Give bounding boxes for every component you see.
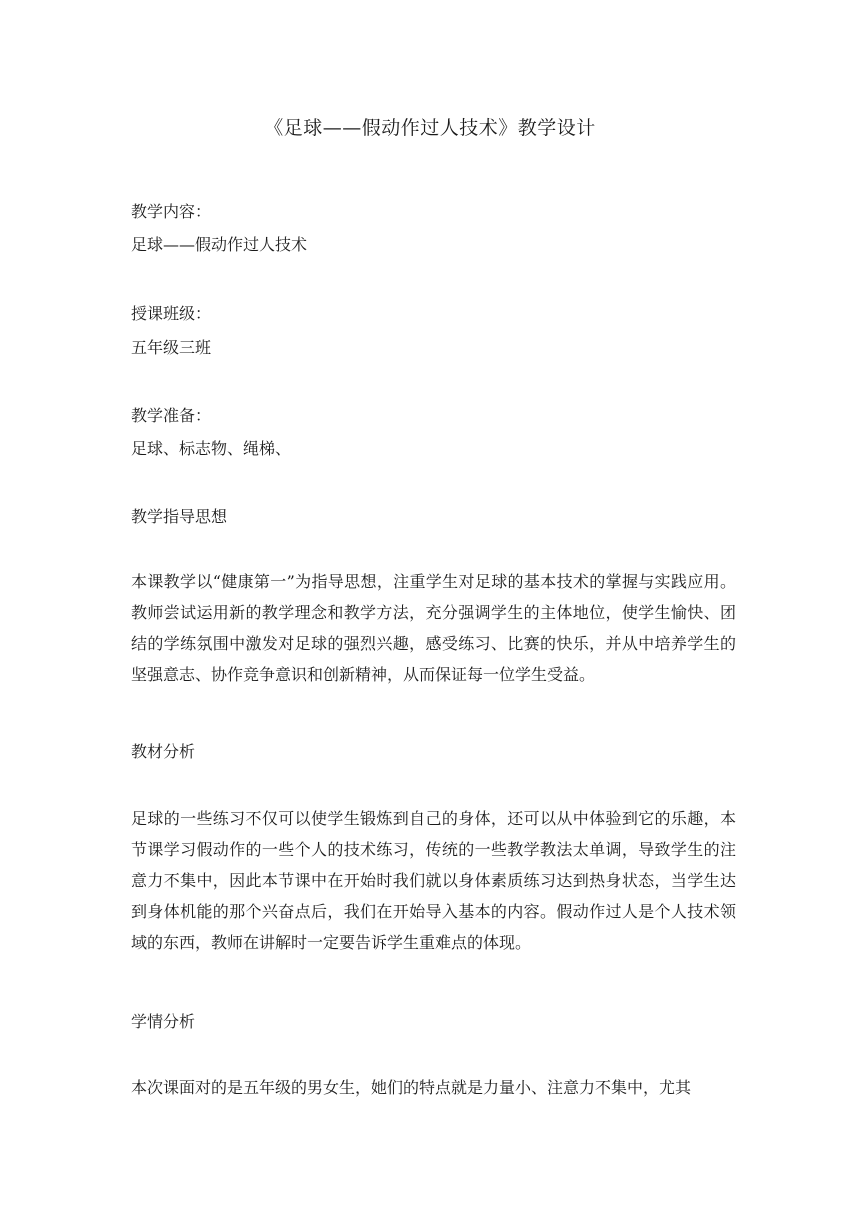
material-analysis-heading: 教材分析	[131, 742, 196, 761]
learner-analysis-heading: 学情分析	[131, 1012, 196, 1031]
guiding-thought-body: 本课教学以“健康第一”为指导思想，注重学生对足球的基本技术的掌握与实践应用。教师尝试运用新的教学理念和教学方法，充分强调学生的主体地位，使学生愉快、团结的学练氛围中激发对足球的强烈兴趣，感受练习、比赛的快乐，并从中培养学生的坚强意志、协作竞争意识和创新精神，从而保证每一位学生受益。	[131, 572, 736, 684]
teaching-content-label: 教学内容：	[131, 202, 212, 221]
preparation-value: 足球、标志物、绳梯、	[131, 439, 292, 458]
document-title: 《足球——假动作过人技术》教学设计	[264, 117, 596, 139]
learner-analysis-body: 本次课面对的是五年级的男女生，她们的特点就是力量小、注意力不集中，尤其	[131, 1078, 692, 1097]
teaching-content-value: 足球——假动作过人技术	[131, 235, 308, 254]
material-analysis-body: 足球的一些练习不仅可以使学生锻炼到自己的身体，还可以从中体验到它的乐趣，本节课学习假动作的一些个人的技术练习，传统的一些教学教法太单调，导致学生的注意力不集中，因此本节课中在开始时我们就以身体素质练习达到热身状态，当学生达到身体机能的那个兴奋点后，我们在开始导入基本的内容。假动作过人是个人技术领域的东西，教师在讲解时一定要告诉学生重难点的体现。	[131, 809, 736, 952]
class-label: 授课班级：	[131, 304, 212, 323]
preparation-label: 教学准备：	[131, 406, 212, 425]
class-value: 五年级三班	[131, 338, 212, 357]
guiding-thought-heading: 教学指导思想	[131, 507, 228, 526]
